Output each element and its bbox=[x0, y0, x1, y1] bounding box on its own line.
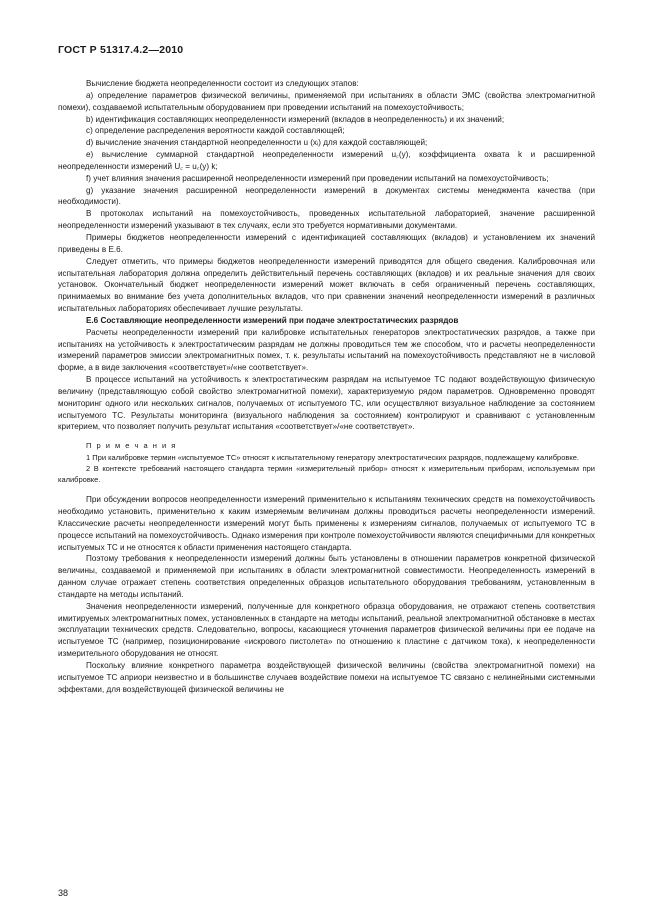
paragraph-process: В процессе испытаний на устойчивость к электростатическим разрядам на испытуемое ТС подают воздействующую физическую величину (представляющую собой свойство электромагнитной помехи), характеризуемую рядом параметров. Одновременно проводят мониторинг одного или нескольких сигналов, получаемых от испытуемого ТС, или осуществляют визуальное наблюдение за состоянием испытуемого ТС. Результаты мониторинга (визуального наблюдения за состоянием) контролируют и сравнивают с установленным критерием, что позволяет получить результат испытания «соответствует»/«не соответствует». bbox=[58, 375, 595, 432]
list-item-g: g) указание значения расширенной неопределенности измерений в документах системы менеджмента качества (при необходимости). bbox=[58, 185, 595, 207]
list-item-a: а) определение параметров физической величины, применяемой при испытаниях в области ЭМС (свойства электромагнитной помехи), создаваемой испытательным оборудованием при проведении испытаний на помехоустойчивость; bbox=[58, 90, 595, 112]
document-body bbox=[58, 78, 595, 695]
paragraph-influence: Поскольку влияние конкретного параметра воздействующей физической величины (свойства электромагнитной помехи) на испытуемое ТС априори неизвестно и в большинстве случаев воздействие помехи на испытуемое ТС связано с нелинейными системными эффектами, для воздействующей физической величины не bbox=[58, 660, 595, 694]
paragraph-values: Значения неопределенности измерений, полученные для конкретного образца оборудования, не отражают степень соответствия имитируемых электромагнитных помех, установленных в стандарте на методы испытаний, реальной электромагнитной обстановке в местах эксплуатации технических средств. Следовательно, вопросы, касающиеся уточнения параметров физической величины при ее подаче на испытуемое ТС (например, позиционирование «искрового пистолета» по отношению к пластине с датчиком тока), к неопределенности измерительного оборудования не относят. bbox=[58, 601, 595, 659]
paragraph-discussion: При обсуждении вопросов неопределенности измерений применительно к испытаниям технических средств на помехоустойчивость необходимо установить, применительно к каким измеряемым величинам должны проводиться расчеты неопределенности измерений. Классические расчеты неопределенности измерений могут быть применены к измерениям сигналов, получаемых от испытуемого ТС в процессе испытаний на помехоустойчивость. Однако измерения при контроле помехоустойчивости являются специфичными для конкретных испытуемых ТС и не относятся к области применения настоящего стандарта. bbox=[58, 495, 595, 552]
paragraph-calibration: Расчеты неопределенности измерений при калибровке испытательных генераторов электростатических разрядов, а также при испытаниях на устойчивость к электростатическим разрядам не должны проводиться тем же способом, что и расчеты неопределенности измерений параметров эмиссии электромагнитных помех, т. к. результаты испытаний на помехоустойчивость представляют не в числовой форме, а в виде заключения «соответствует»/«не соответствует». bbox=[58, 327, 595, 373]
list-item-b: b) идентификация составляющих неопределенности измерений (вкладов в неопределенность) и их значений; bbox=[86, 114, 505, 124]
list-item-e: e) вычисление суммарной стандартной неопределенности измерений u꜀(y), коэффициента охвата k и расширенной неопределенности измерений U꜀ = u꜀(y) k; bbox=[58, 150, 595, 171]
note-1: 1 При калибровке термин «испытуемое ТС» относят к испытательному генератору электростатических разрядов, подлежащему калибровке. bbox=[86, 452, 579, 462]
document-header: ГОСТ Р 51317.4.2—2010 bbox=[58, 44, 184, 56]
list-item-d: d) вычисление значения стандартной неопределенности u (xᵢ) для каждой составляющей; bbox=[86, 138, 428, 148]
list-item-f: f) учет влияния значения расширенной неопределенности измерений при проведении испытаний на помехоустойчивость; bbox=[86, 173, 549, 183]
paragraph-protocols: В протоколах испытаний на помехоустойчивость, проведенных испытательной лабораторией, значение расширенной неопределенности измерений указывают в тех случаях, если это требуется нормативными документами. bbox=[58, 209, 595, 231]
paragraph-examples: Примеры бюджетов неопределенности измерений с идентификацией составляющих (вкладов) и установлением их значений приведены в Е.6. bbox=[58, 232, 595, 254]
paragraph-note-general: Следует отметить, что примеры бюджетов неопределенности измерений приводятся для общего сведения. Калибровочная или испытательная лаборатория должна определить действительный перечень составляющих (вкладов) и их реальные значения для своих установок. Окончательный бюджет неопределенности измерений может включать в себя ограниченный перечень составляющих, принимаемых во внимание без учета дополнительных вкладов, что при сравнении значений неопределенности измерений в различных испытательных лабораториях обеспечивает лучшие результаты. bbox=[58, 256, 595, 314]
paragraph-requirements: Поэтому требования к неопределенности измерений должны быть установлены в отношении параметров конкретной физической величины, создаваемой и применяемой при испытаниях в области электромагнитной совместимости. Неопределенность измерений в данном случае отражает степень соответствия определенных образцов испытательного оборудования требованиям, установленным в стандарте на методы испытаний. bbox=[58, 554, 595, 599]
section-heading-e6: Е.6 Составляющие неопределенности измерений при подаче электростатических разрядов bbox=[86, 315, 459, 325]
notes-title: П р и м е ч а н и я bbox=[86, 441, 177, 451]
paragraph-intro: Вычисление бюджета неопределенности состоит из следующих этапов: bbox=[86, 79, 359, 88]
page-number: 38 bbox=[58, 888, 69, 898]
note-2: 2 В контексте требований настоящего стандарта термин «измерительный прибор» относят к измерительным приборам, используемым при калибровке. bbox=[58, 463, 595, 484]
list-item-c: c) определение распределения вероятности каждой составляющей; bbox=[86, 126, 345, 136]
